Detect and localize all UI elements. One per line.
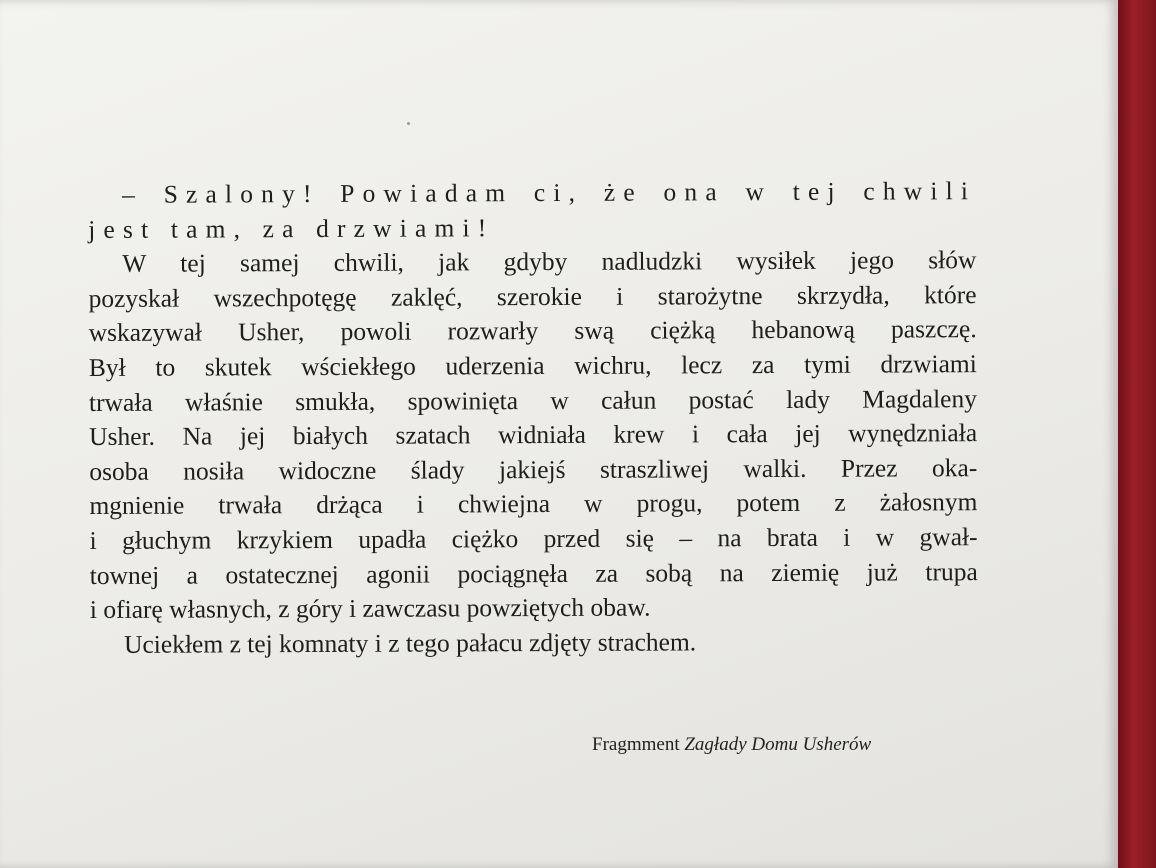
passage-line-10: mgnienie trwała drżąca i chwiejna w progu, potem z żałosnym (89, 487, 978, 521)
passage-line-8: Usher. Na jej białych szatach widniała krew i cała jej wynędzniała (89, 418, 978, 452)
passage-line-9: osoba nosiła widoczne ślady jakiejś straszliwej walki. Przez oka- (89, 452, 978, 486)
passage-line-11: i głuchym krzykiem upadła ciężko przed się – na brata i w gwał- (89, 522, 978, 555)
caption-prefix: Fragmment (592, 734, 680, 755)
passage-line-14: Uciekłem z tej komnaty i z tego pałacu zdjęty strachem. (123, 627, 697, 659)
passage-line-4: pozyskał wszechpotęgę zaklęć, szerokie i starożytne skrzydła, które (88, 279, 977, 313)
passage-line-13: i ofiarę własnych, z góry i zawczasu powziętych obaw. (89, 592, 651, 625)
passage-line-6: Był to skutek wściekłego uderzenia wichru, lecz za tymi drzwiami (88, 349, 977, 382)
passage-line-3: W tej samej chwili, jak gdyby nadludzki wysiłek jego słów (122, 245, 977, 279)
passage-line-12: townej a ostatecznej agonii pociągnęła za sobą na ziemię już trupa (89, 556, 978, 590)
cover-edge (1118, 0, 1156, 868)
caption-title: Zagłady Domu Usherów (684, 734, 872, 755)
source-caption (592, 734, 871, 756)
passage-line-7: trwała właśnie smukła, spowinięta w całun postać lady Magdaleny (88, 383, 978, 417)
passage-line-2: jest tam, za drzwiami! (88, 212, 495, 244)
passage-line-1: – Szalony! Powiadam ci, że ona w tej chwili (122, 176, 977, 209)
passage-text (88, 174, 978, 662)
passage-line-5: wskazywał Usher, powoli rozwarły swą ciężką hebanową paszczę. (88, 314, 977, 348)
paper-speck (407, 122, 410, 125)
